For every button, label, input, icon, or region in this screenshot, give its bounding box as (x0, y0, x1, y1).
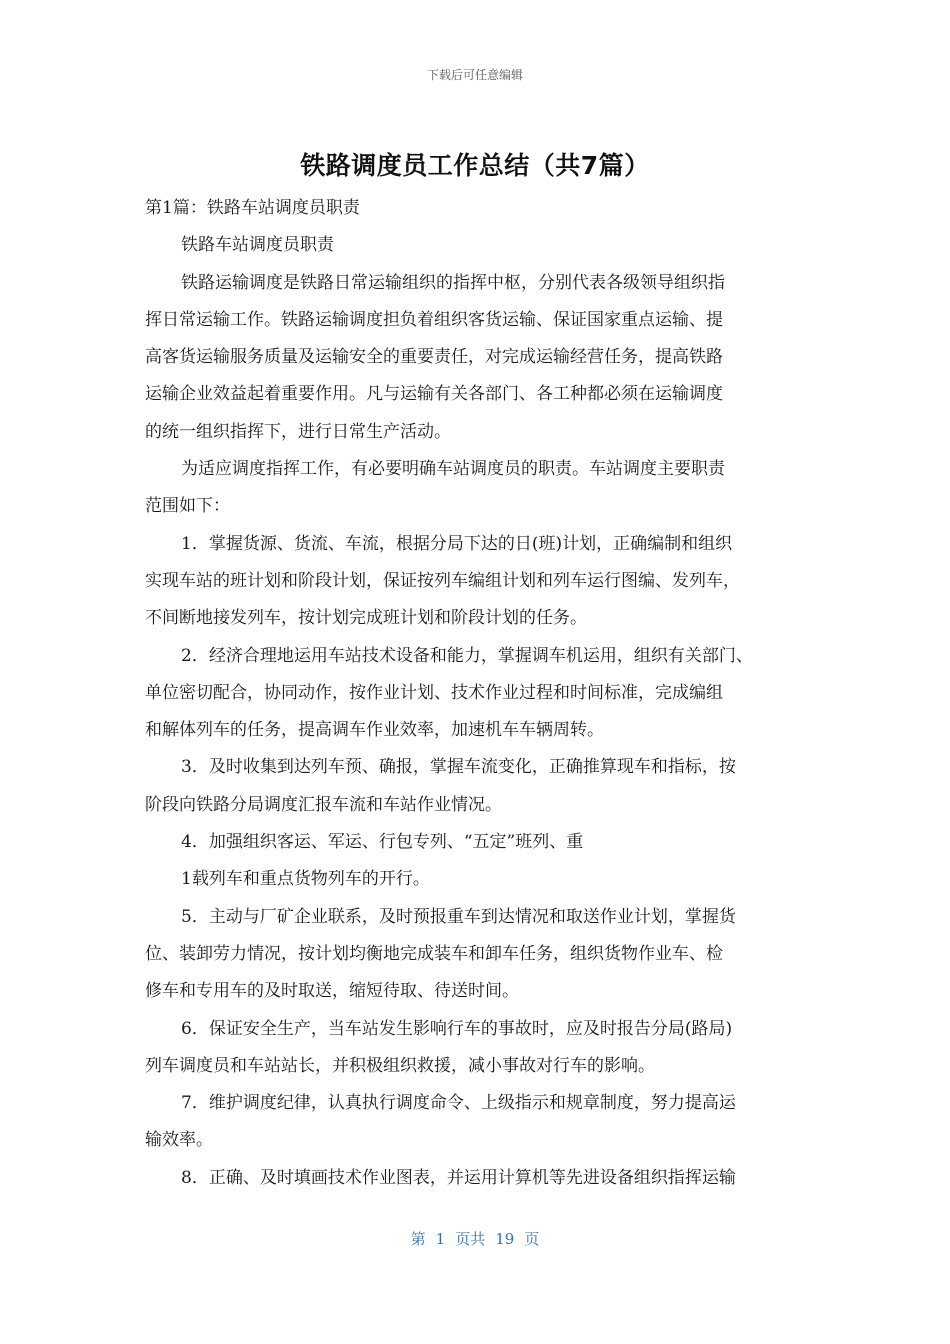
text-line: 的统一组织指挥下，进行日常生产活动。 (145, 421, 451, 442)
text-line: 3．及时收集到达列车预、确报，掌握车流变化，正确推算现车和指标，按 (181, 757, 736, 778)
page-footer (0, 1228, 950, 1249)
text-line: 铁路车站调度员职责 (181, 235, 334, 256)
text-line: 1载列车和重点货物列车的开行。 (181, 869, 430, 890)
footer-page-number: 1 (435, 1230, 446, 1248)
document-title: 铁路调度员工作总结（共7篇） (300, 151, 650, 180)
text-line: 阶段向铁路分局调度汇报车流和车站作业情况。 (145, 794, 502, 815)
text-line: 6．保证安全生产，当车站发生影响行车的事故时，应及时报告分局(路局) (181, 1018, 733, 1039)
text-line: 高客货运输服务质量及运输安全的重要责任，对完成运输经营任务，提高铁路 (145, 347, 723, 368)
text-line: 列车调度员和车站站长，并积极组织救援，减小事故对行车的影响。 (145, 1055, 655, 1076)
footer-total-pages: 19 (495, 1230, 515, 1248)
text-line: 实现车站的班计划和阶段计划，保证按列车编组计划和列车运行图编、发列车， (145, 570, 740, 591)
text-line: 修车和专用车的及时取送，缩短待取、待送时间。 (145, 981, 519, 1002)
footer-page-prefix: 第 (410, 1230, 426, 1248)
footer-page-mid: 页共 (455, 1230, 486, 1248)
footer-page-suffix: 页 (524, 1230, 540, 1248)
text-line: 和解体列车的任务，提高调车作业效率，加速机车车辆周转。 (145, 720, 604, 741)
text-line: 第1篇：铁路车站调度员职责 (145, 198, 360, 218)
text-line: 5．主动与厂矿企业联系，及时预报重车到达情况和取送作业计划，掌握货 (181, 906, 736, 927)
text-line: 不间断地接发列车，按计划完成班计划和阶段计划的任务。 (145, 608, 587, 629)
text-line: 运输企业效益起着重要作用。凡与运输有关各部门、各工种都必须在运输调度 (145, 384, 723, 405)
text-line: 铁路运输调度是铁路日常运输组织的指挥中枢，分别代表各级领导组织指 (181, 272, 725, 293)
text-line: 1．掌握货源、货流、车流，根据分局下达的日(班)计划，正确编制和组织 (181, 533, 733, 554)
text-line: 7．维护调度纪律，认真执行调度命令、上级指示和规章制度，努力提高运 (181, 1093, 736, 1114)
text-line: 挥日常运输工作。铁路运输调度担负着组织客货运输、保证国家重点运输、提 (145, 309, 723, 330)
text-line: 位、装卸劳力情况，按计划均衡地完成装车和卸车任务，组织货物作业车、检 (145, 943, 723, 964)
text-line: 输效率。 (145, 1130, 213, 1151)
text-line: 单位密切配合，协同动作，按作业计划、技术作业过程和时间标准，完成编组 (145, 682, 723, 703)
document-body (145, 190, 810, 1197)
text-line: 4．加强组织客运、军运、行包专列、“五定”班列、重 (181, 832, 584, 853)
text-line: 2．经济合理地运用车站技术设备和能力，掌握调车机运用，组织有关部门、 (181, 645, 753, 666)
text-line: 范围如下： (145, 496, 230, 517)
download-note: 下载后可任意编辑 (426, 68, 523, 82)
text-line: 为适应调度指挥工作，有必要明确车站调度员的职责。车站调度主要职责 (181, 459, 725, 480)
text-line: 8．正确、及时填画技术作业图表，并运用计算机等先进设备组织指挥运输 (181, 1167, 736, 1188)
